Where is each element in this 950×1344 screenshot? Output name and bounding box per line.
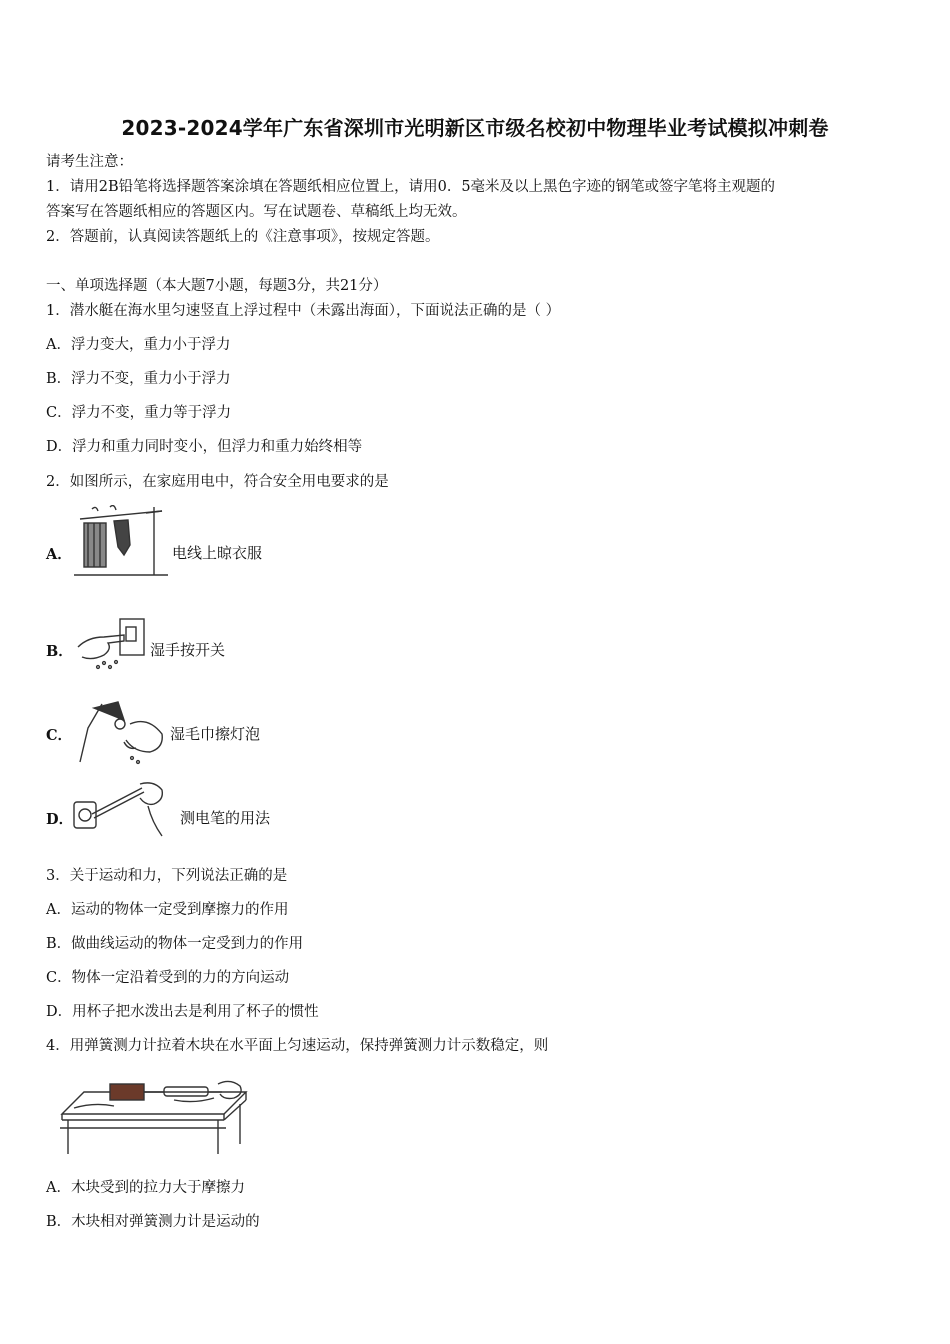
clothes-on-wire-image bbox=[70, 505, 170, 580]
q1-option-b: B．浮力不变，重力小于浮力 bbox=[46, 371, 231, 387]
q2-option-d-label: D． bbox=[46, 811, 74, 828]
q4-option-b: B．木块相对弹簧测力计是运动的 bbox=[46, 1214, 260, 1230]
q2-option-c-caption: 湿毛巾擦灯泡 bbox=[170, 725, 261, 743]
notice-line-3: 2．答题前，认真阅读答题纸上的《注意事项》，按规定答题。 bbox=[46, 229, 440, 245]
notice-line-2: 答案写在答题纸相应的答题区内。写在试题卷、草稿纸上均无效。 bbox=[46, 204, 467, 220]
q2-option-a-caption: 电线上晾衣服 bbox=[172, 544, 263, 562]
q1-option-a: A．浮力变大，重力小于浮力 bbox=[46, 337, 231, 353]
q2-option-b-caption: 湿手按开关 bbox=[150, 641, 226, 659]
notice-line-1: 1．请用2B铅笔将选择题答案涂填在答题纸相应位置上，请用0．5毫米及以上黑色字迹的钢笔或签字笔将主观题的 bbox=[46, 179, 776, 195]
q3-option-d: D．用杯子把水泼出去是利用了杯子的惯性 bbox=[46, 1004, 319, 1020]
wet-towel-lamp-image bbox=[74, 698, 169, 766]
q1-option-c: C．浮力不变，重力等于浮力 bbox=[46, 405, 232, 421]
q4-option-a: A．木块受到的拉力大于摩擦力 bbox=[46, 1180, 245, 1196]
q3-option-b: B．做曲线运动的物体一定受到力的作用 bbox=[46, 936, 304, 952]
q2-stem: 2．如图所示，在家庭用电中，符合安全用电要求的是 bbox=[46, 474, 389, 490]
q3-stem: 3．关于运动和力，下列说法正确的是 bbox=[46, 868, 288, 884]
wet-hand-switch-image bbox=[74, 615, 149, 670]
q2-option-b-label: B． bbox=[46, 643, 73, 660]
spring-scale-block-image bbox=[54, 1074, 254, 1156]
q3-option-a: A．运动的物体一定受到摩擦力的作用 bbox=[46, 902, 289, 918]
q4-stem: 4．用弹簧测力计拉着木块在水平面上匀速运动，保持弹簧测力计示数稳定，则 bbox=[46, 1038, 549, 1054]
q1-option-d: D．浮力和重力同时变小，但浮力和重力始终相等 bbox=[46, 439, 363, 455]
q3-option-c: C．物体一定沿着受到的力的方向运动 bbox=[46, 970, 290, 986]
q2-option-c-label: C． bbox=[46, 727, 73, 744]
q1-stem: 1．潜水艇在海水里匀速竖直上浮过程中（未露出海面），下面说法正确的是（ ） bbox=[46, 303, 561, 319]
q2-option-d-caption: 测电笔的用法 bbox=[180, 809, 271, 827]
notice-heading: 请考生注意： bbox=[46, 154, 133, 170]
section-heading: 一、单项选择题（本大题7小题，每题3分，共21分） bbox=[46, 278, 388, 294]
q2-option-a-label: A． bbox=[46, 546, 72, 563]
test-pen-usage-image bbox=[70, 778, 170, 840]
exam-title: 2023-2024学年广东省深圳市光明新区市级名校初中物理毕业考试模拟冲刺卷 bbox=[121, 116, 829, 140]
